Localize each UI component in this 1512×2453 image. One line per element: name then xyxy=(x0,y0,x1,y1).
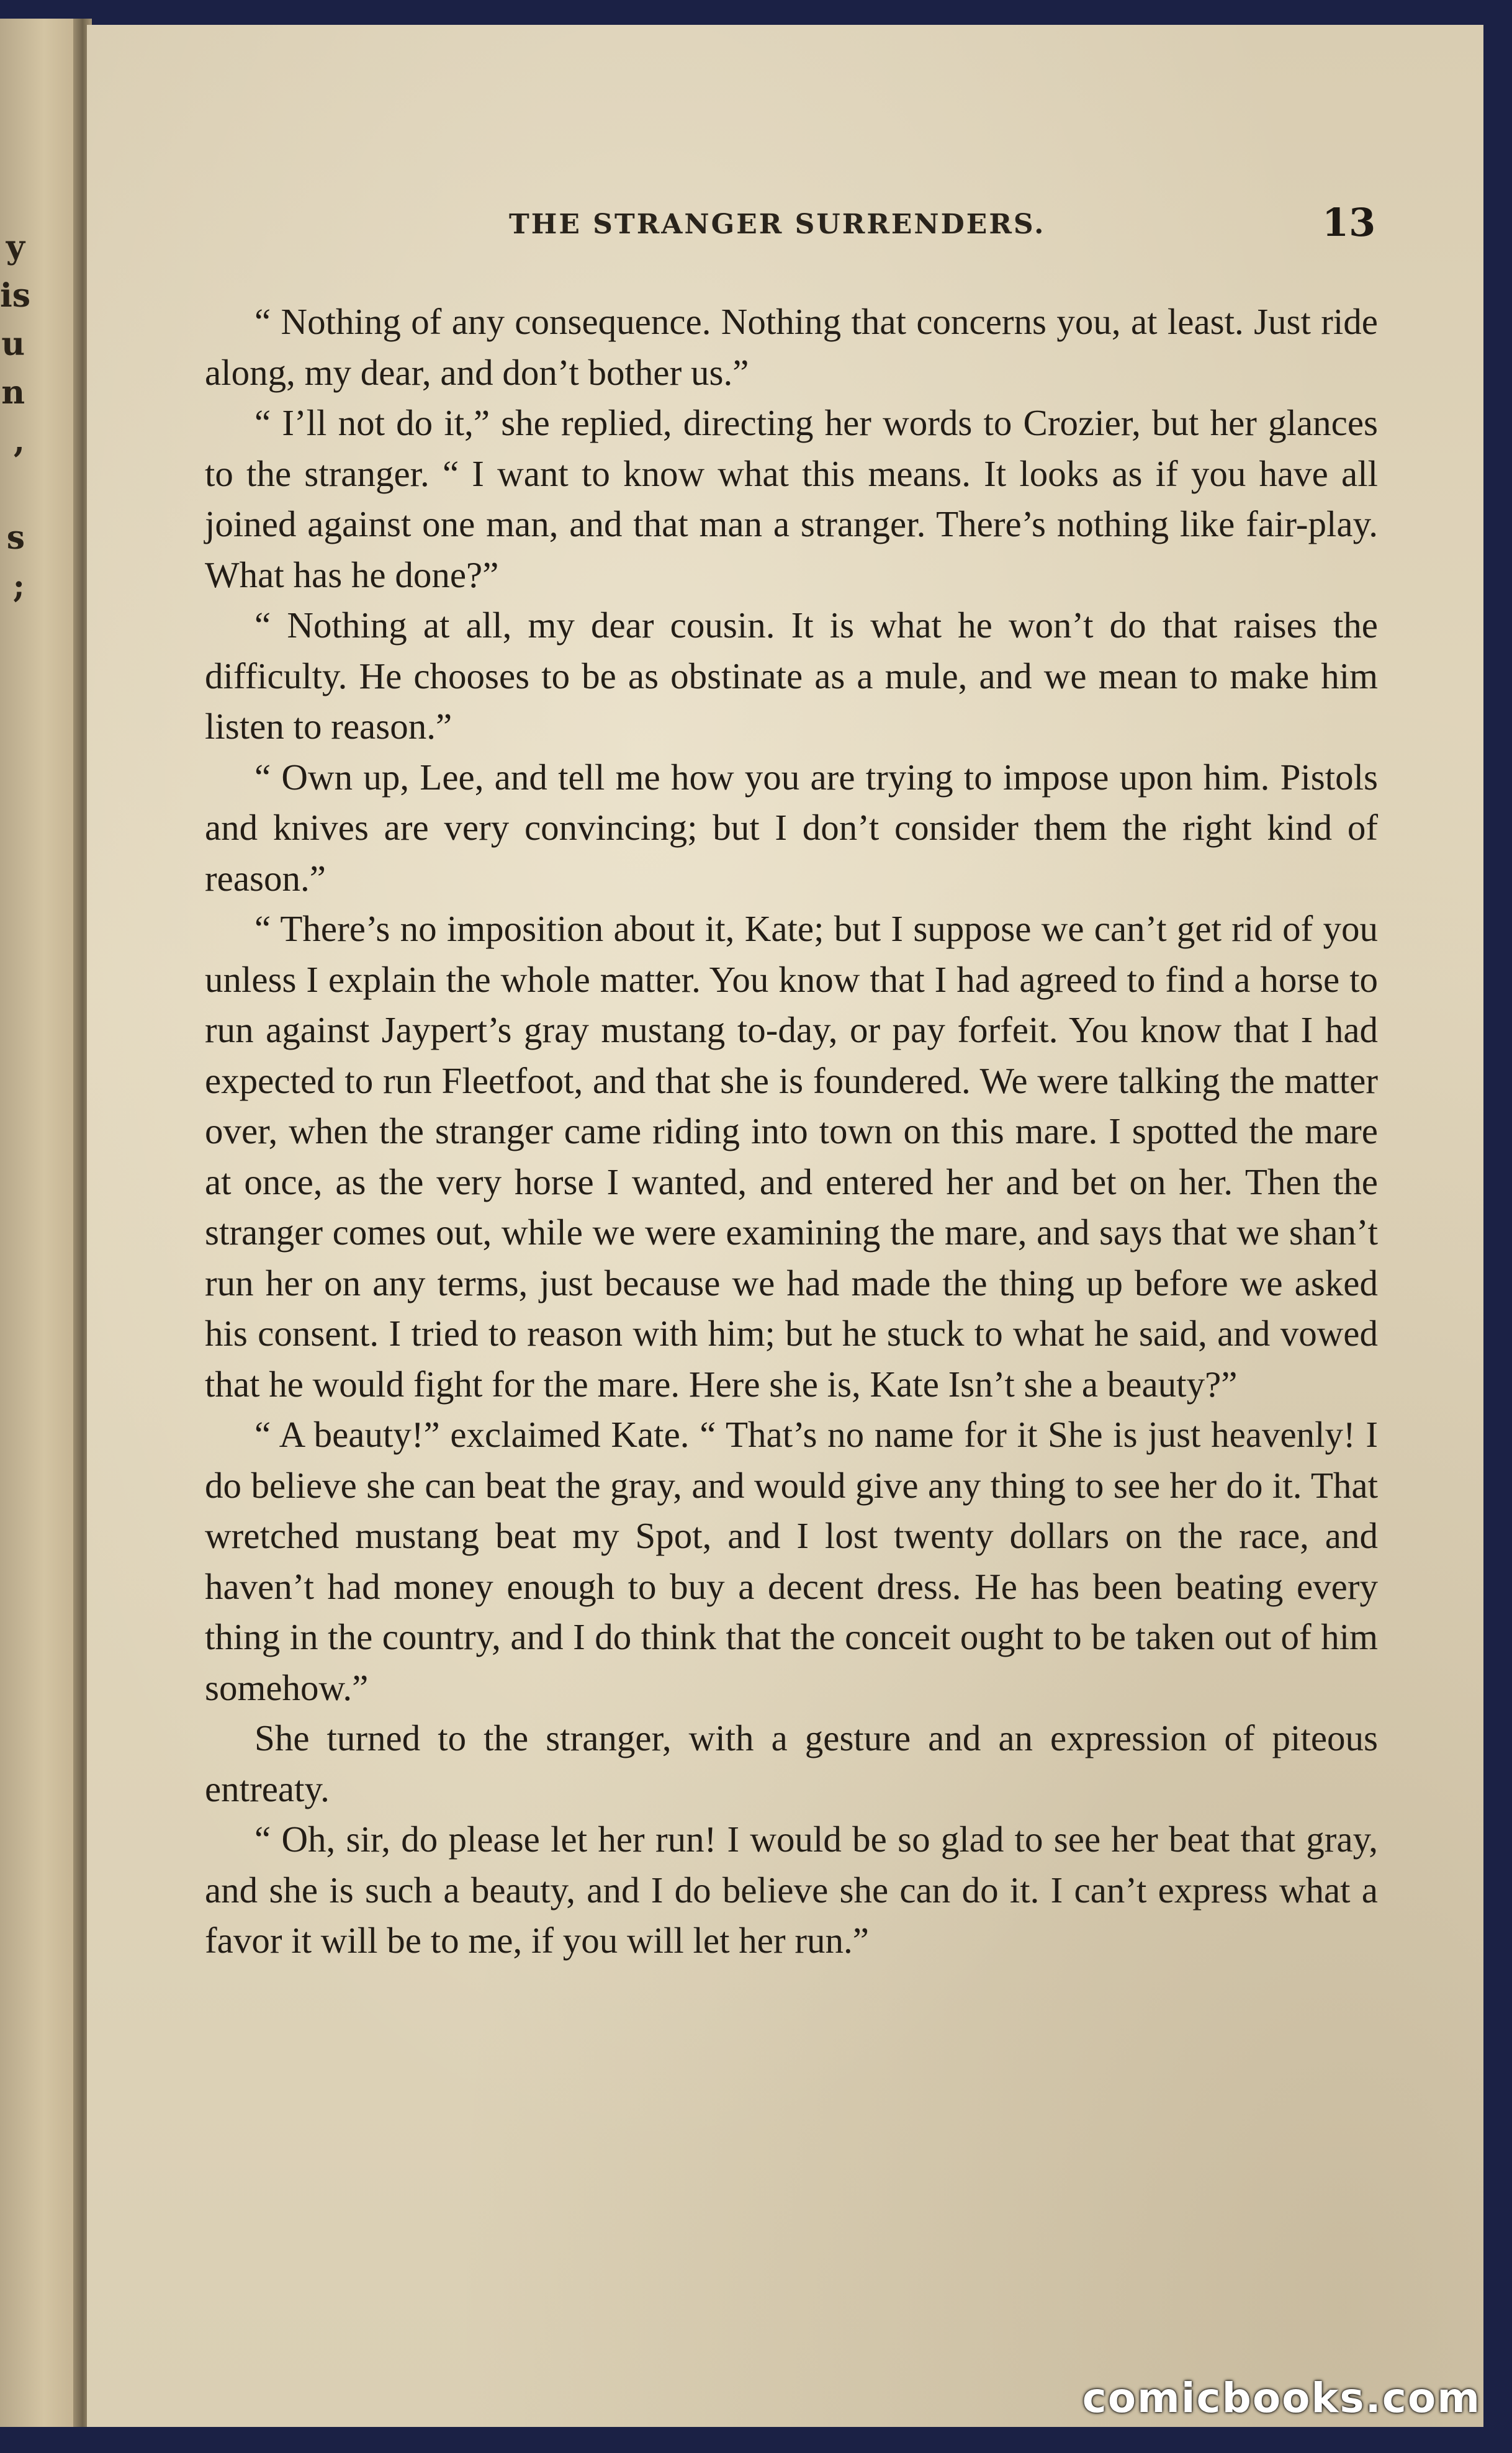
book-page xyxy=(87,25,1490,2427)
fragment: y xyxy=(6,228,25,266)
fragment xyxy=(0,466,25,514)
paragraph: “ Oh, sir, do please let her run! I would be so glad to see her beat that gray, and she is such a beauty, and I do believe she can do it. I can’t express what a favor it will be to me, if you will let her run.” xyxy=(205,1819,1378,1961)
watermark: comicbooks.com xyxy=(1082,2374,1481,2422)
paragraph: “ Own up, Lee, and tell me how you are trying to impose upon him. Pistols and knives are very convincing; but I don’t consider them the right kind of reason.” xyxy=(205,756,1378,899)
paragraph: “ A beauty!” exclaimed Kate. “ That’s no name for it She is just heavenly! I do believe she can beat the gray, and would give any thing to see her do it. That wretched mustang beat my Spot, and I lost twenty dollars on the race, and haven’t had money enough to buy a decent dress. He has been beating every thing in the country, and I do think that the conceit ought to be taken out of him somehow.” xyxy=(205,1414,1378,1708)
paragraph: “ I’ll not do it,” she replied, directing her words to Crozier, but her glances to the stranger. “ I want to know what this means. It looks as if you have all joined against one man, and that man a stranger. There’s nothing like fair-play. What has he done?” xyxy=(205,402,1378,595)
facing-page-edge xyxy=(0,19,81,2427)
paragraph: “ There’s no imposition about it, Kate; but I suppose we can’t get rid of you unless I explain the whole matter. You know that I had agreed to find a horse to run against Jaypert’s gray mustang to-day, or pay forfeit. You know that I had expected to run Fleetfoot, and that she is foundered. We were talking the matter over, when the stranger came riding into town on this mare. I spotted the mare at once, as the very horse I wanted, and entered her and bet on her. Then the stranger comes out, while we were examining the mare, and says that we shan’t run her on any terms, just because we had made the thing up before we asked his consent. I tried to reason with him; but he stuck to what he said, and vowed that he would fight for the mare. Here she is, Kate Isn’t she a beauty?” xyxy=(205,908,1378,1405)
paragraph: “ Nothing of any consequence. Nothing that concerns you, at least. Just ride along, my dear, and don’t bother us.” xyxy=(205,301,1378,393)
fragment: ; xyxy=(12,567,25,605)
fragment: is xyxy=(0,277,31,315)
paragraph: “ Nothing at all, my dear cousin. It is what he won’t do that raises the difficulty. He chooses to be as obstinate as a mule, and we mean to make him listen to reason.” xyxy=(205,605,1378,747)
body-text xyxy=(205,297,1378,1966)
running-head: THE STRANGER SURRENDERS. xyxy=(509,209,1046,240)
fragment: u xyxy=(1,325,25,363)
paragraph: She turned to the stranger, with a gesture and an expression of piteous entreaty. xyxy=(205,1717,1378,1809)
page-number: 13 xyxy=(1322,200,1376,245)
fragment: n xyxy=(1,374,25,412)
fragment: , xyxy=(13,422,25,460)
fragment: s xyxy=(6,519,25,557)
facing-page-fragments xyxy=(0,223,31,611)
